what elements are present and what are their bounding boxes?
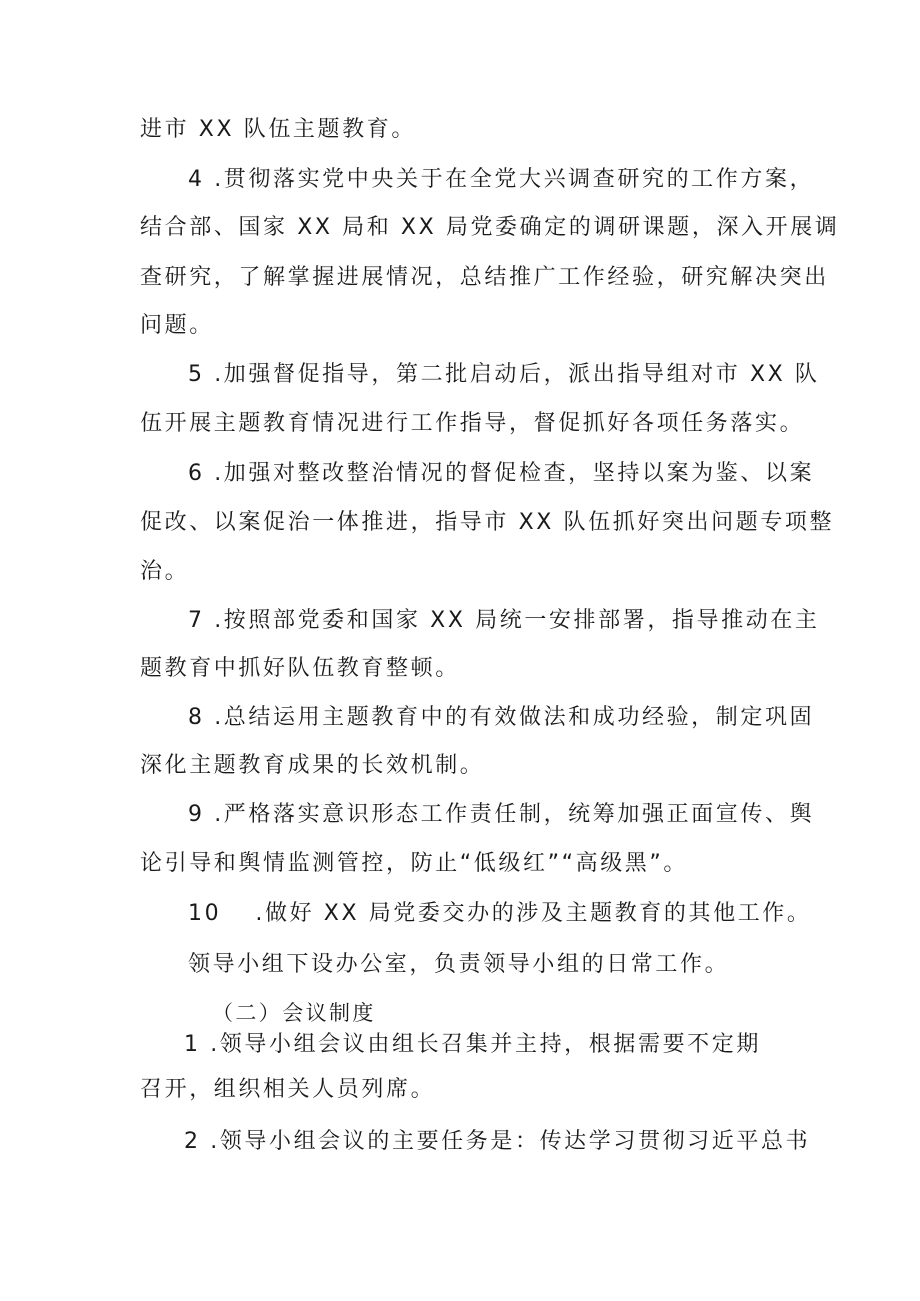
text-line: 4 .贯彻落实党中央关于在全党大兴调查研究的工作方案，	[188, 167, 815, 192]
text-line: 9 .严格落实意识形态工作责任制，统筹加强正面宣传、舆	[188, 802, 815, 827]
text-line: 进市 XX 队伍主题教育。	[140, 117, 416, 142]
text-line: 促改、以案促治一体推进，指导市 XX 队伍抓好突出问题专项整	[140, 510, 835, 535]
text-line: 10 .做好 XX 局党委交办的涉及主题教育的其他工作。	[188, 901, 812, 926]
text-line: 治。	[140, 559, 190, 584]
text-line: 查研究，了解掌握进展情况，总结推广工作经验，研究解决突出	[140, 265, 829, 290]
text-line: 6 .加强对整改整治情况的督促检查，坚持以案为鉴、以案	[188, 461, 815, 486]
text-line: 结合部、国家 XX 局和 XX 局党委确定的调研课题，深入开展调	[140, 215, 840, 240]
text-line: 7 .按照部党委和国家 XX 局统一安排部署，指导推动在主	[188, 608, 820, 633]
text-line: 伍开展主题教育情况进行工作指导，督促抓好各项任务落实。	[140, 411, 805, 436]
text-line: 召开，组织相关人员列席。	[140, 1077, 436, 1102]
text-line: 深化主题教育成果的长效机制。	[140, 753, 485, 778]
text-line: 题教育中抓好队伍教育整顿。	[140, 656, 460, 681]
text-line: 5 .加强督促指导，第二批启动后，派出指导组对市 XX 队	[188, 362, 820, 387]
text-line: 2 .领导小组会议的主要任务是：传达学习贯彻习近平总书	[184, 1129, 811, 1154]
text-line: 领导小组下设办公室，负责领导小组的日常工作。	[188, 952, 730, 977]
text-line: 论引导和舆情监测管控，防止“低级红”“高级黑”。	[140, 851, 688, 876]
section-heading: （二）会议制度	[212, 1001, 376, 1025]
text-line: 问题。	[140, 313, 214, 338]
text-line: 1 .领导小组会议由组长召集并主持，根据需要不定期	[184, 1032, 761, 1057]
text-line: 8 .总结运用主题教育中的有效做法和成功经验，制定巩固	[188, 705, 815, 730]
